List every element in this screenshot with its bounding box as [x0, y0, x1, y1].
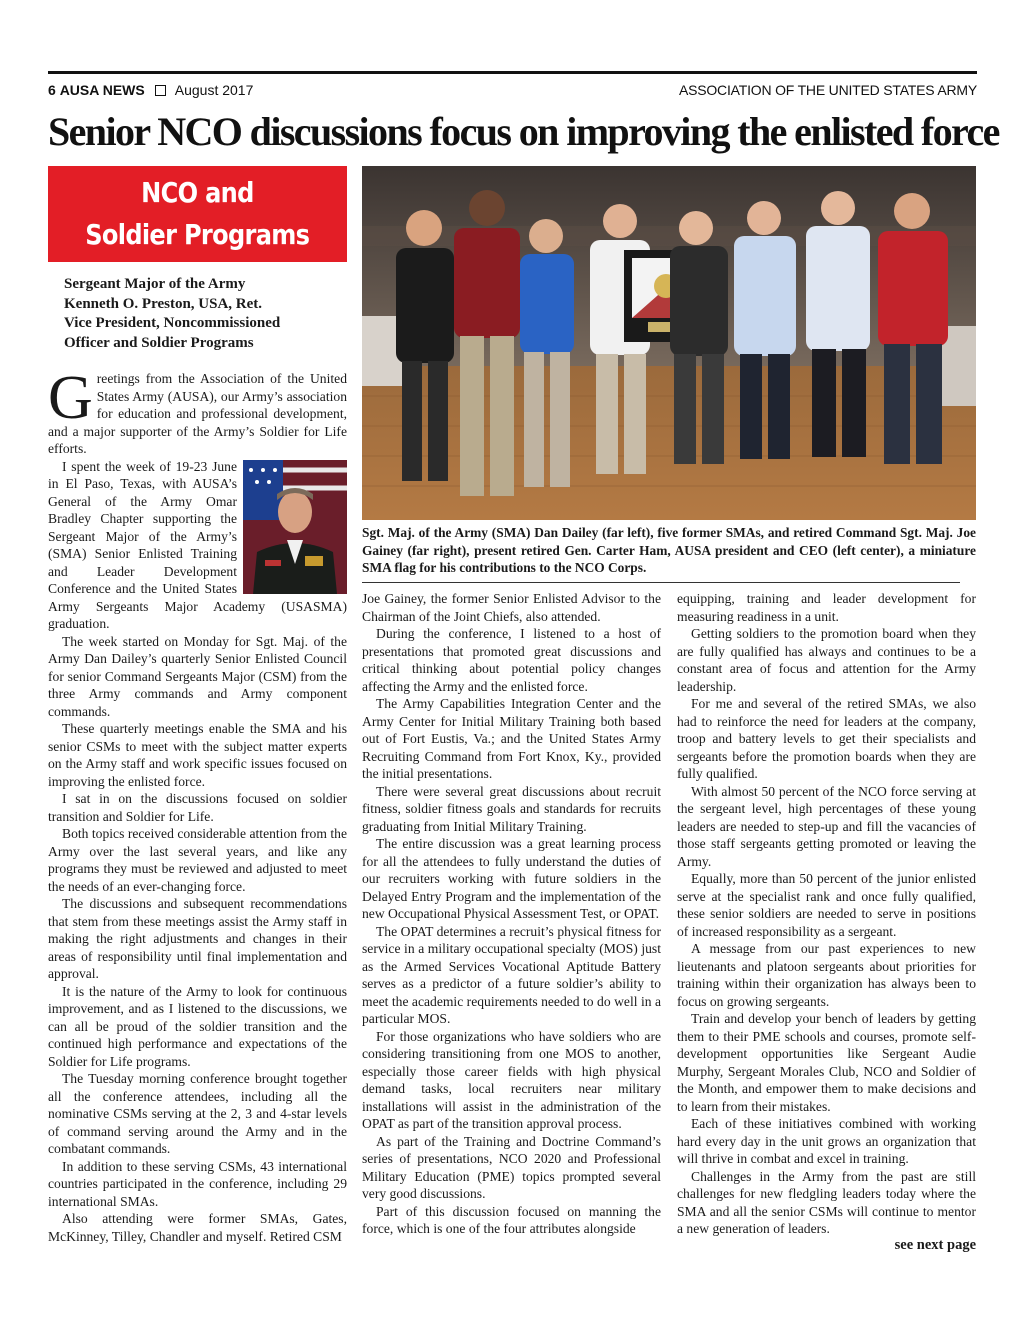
publication-name: AUSA NEWS [59, 82, 145, 98]
paragraph: There were several great discussions about recruit fitness, soldier fitness goals and standards for recruits graduating from Initial Military Training. [362, 783, 661, 834]
paragraph: For those organizations who have soldiers who are considering transitioning from one MOS to another, especially those career fields with high physical demand tasks, local recruiters near military installations will assist in the administration of the OPAT as part of the transition approval process. [362, 1028, 661, 1131]
section-banner [48, 166, 347, 262]
paragraph: The entire discussion was a great learning process for all the attendees to fully understand the duties of our recruiters working with future soldiers in the Delayed Entry Program and the implementation of the new Occupational Physical Assessment Test, or OPAT. [362, 836, 661, 921]
paragraph: These quarterly meetings enable the SMA and his senior CSMs to meet with the subject matter experts on the Army staff and work specific issues focused on improving the enlisted force. [48, 721, 347, 789]
paragraph: In addition to these serving CSMs, 43 international countries participated in the conference, including 29 international SMAs. [48, 1158, 347, 1209]
intro-text: reetings from the Association of the United States Army (AUSA), our Army’s association for education and professional development, and a major supporter of the Army’s Soldier for Life efforts. [48, 371, 347, 456]
issue-date: August 2017 [174, 82, 254, 98]
author-byline [64, 275, 344, 353]
paragraph: The OPAT determines a recruit’s physical fitness for service in a military occupational specialty (MOS) just as the Armed Services Vocational Aptitude Battery serves as a predictor of a future soldier’s ability to meet the academic requirements needed to do well in a particular MOS. [362, 923, 661, 1026]
banner-line-2: Soldier Programs [85, 218, 310, 251]
banner-line-1: NCO and [141, 176, 254, 209]
byline-line-2: Kenneth O. Preston, USA, Ret. [64, 295, 263, 312]
paragraph: Train and develop your bench of leaders by getting them to their PME schools and courses, promote self-development opportunities like Sergeant Audie Murphy, Sergeant Morales Club, NCO and Soldier of the Month, and empower them to make decisions and to learn from their mistakes. [677, 1011, 976, 1114]
paragraph: For me and several of the retired SMAs, we also had to reinforce the need for leaders at the company, troop and battery levels to get their specialists and sergeants before the promotion boards when they are fully qualified. [677, 696, 976, 781]
organization-name: ASSOCIATION OF THE UNITED STATES ARMY [678, 82, 977, 98]
paragraph: Both topics received considerable attention from the Army over the last several years, and like any programs they must be reviewed and adjusted to meet the needs of an ever-changing force. [48, 826, 347, 894]
paragraph: Challenges in the Army from the past are still challenges for new fledgling leaders today where the SMA and all the senior CSMs will continue to mentor a new generation of leaders. [677, 1168, 976, 1236]
page-number: 6 [48, 82, 56, 98]
paragraph: The discussions and subsequent recommendations that stem from these meetings assist the Army staff in making the right adjustments and changes in their areas of responsibility until final implementation and approval. [48, 896, 347, 981]
paragraph: It is the nature of the Army to look for continuous improvement, and as I listened to the discussions, we can all be proud of the soldier transition and the continued high performance and expectations of the Soldier for Life programs. [48, 983, 347, 1069]
top-rule [48, 71, 977, 74]
paragraph: The week started on Monday for Sgt. Maj. of the Army Dan Dailey’s quarterly Senior Enlisted Council for senior Command Sergeants Major (CSM) from the three Army commands and Army component commands. [48, 633, 347, 719]
byline-line-3: Vice President, Noncommissioned [64, 315, 281, 331]
paragraph: Also attending were former SMAs, Gates, McKinney, Tilley, Chandler and myself. Retired CSM [48, 1211, 347, 1244]
photo-caption: Sgt. Maj. of the Army (SMA) Dan Dailey (far left), five former SMAs, and retired Command Sgt. Maj. Joe Gainey (far right), present retired Gen. Carter Ham, AUSA president and CEO (left center), a miniature SMA flag for his contributions to the NCO Corps. [362, 525, 976, 575]
paragraph: Getting soldiers to the promotion board when they are fully qualified has always and continues to be a constant area of focus and attention for the Army leadership. [677, 626, 976, 694]
paragraph: As part of the Training and Doctrine Command’s series of presentations, NCO 2020 and Professional Military Education (PME) topics prompted several very good discussions. [362, 1133, 661, 1201]
article-column-1 [48, 364, 347, 1245]
paragraph: Equally, more than 50 percent of the junior enlisted serve at the specialist rank and once fully qualified, these senior soldiers are needed to serve in positions of increased responsibility as a sergeant. [677, 871, 976, 939]
paragraph: The Tuesday morning conference brought together all the conference attendees, including all the nominative CSMs serving at the 2, 3 and 4-star levels of command serving around the Army and in the combatant commands. [48, 1071, 347, 1156]
paragraph: Part of this discussion focused on manning the force, which is one of the four attributes alongside [362, 1203, 661, 1236]
article-column-2 [362, 590, 661, 1238]
paragraph: Joe Gainey, the former Senior Enlisted Advisor to the Chairman of the Joint Chiefs, also attended. [362, 591, 661, 624]
drop-cap: G [48, 364, 93, 432]
continuation-note: see next page [894, 1237, 976, 1253]
separator-box-icon [155, 85, 166, 96]
caption-rule [362, 582, 960, 583]
group-photo [362, 166, 976, 520]
paragraph: With almost 50 percent of the NCO force serving at the sergeant level, high percentages of these young leaders are needed to step-up and fill the vacancies of those staff sergeants getting promoted or leaving the Army. [677, 783, 976, 869]
paragraph: Each of these initiatives combined with working hard every day in the unit grows an organization that will thrive in combat and excel in training. [677, 1116, 976, 1166]
byline-line-4: Officer and Soldier Programs [64, 334, 254, 351]
headline: Senior NCO discussions focus on improving the enlisted force [48, 109, 999, 154]
portrait-photo [243, 460, 347, 594]
paragraph-intro [48, 364, 347, 458]
paragraph: I sat in on the discussions focused on soldier transition and Soldier for Life. [48, 791, 347, 824]
article-column-3 [677, 590, 976, 1238]
page-header-left [48, 82, 253, 98]
paragraph: The Army Capabilities Integration Center and the Army Center for Initial Military Training both based out of Fort Eustis, Va.; and the United States Army Recruiting Command from Fort Knox, Ky., provided the initial presentations. [362, 696, 661, 781]
paragraph-text: I spent the week of 19-23 June in El Paso, Texas, with AUSA’s General of the Army Omar Bradley Chapter supporting the Sergeant Major of the Army’s (SMA) Senior Enlisted Training and Leader Development Conference and the United States Army Sergeants Major Academy (USASMA) graduation. [48, 458, 347, 631]
paragraph [48, 458, 347, 633]
paragraph: equipping, training and leader development for measuring readiness in a unit. [677, 591, 976, 624]
paragraph: During the conference, I listened to a host of presentations that promoted great discussions and critical thinking about potential policy changes affecting the Army and the enlisted force. [362, 626, 661, 694]
paragraph: A message from our past experiences to new lieutenants and platoon sergeants about priorities for training within their organization has always been to focus on growing sergeants. [677, 941, 976, 1009]
byline-line-1: Sergeant Major of the Army [64, 276, 246, 292]
